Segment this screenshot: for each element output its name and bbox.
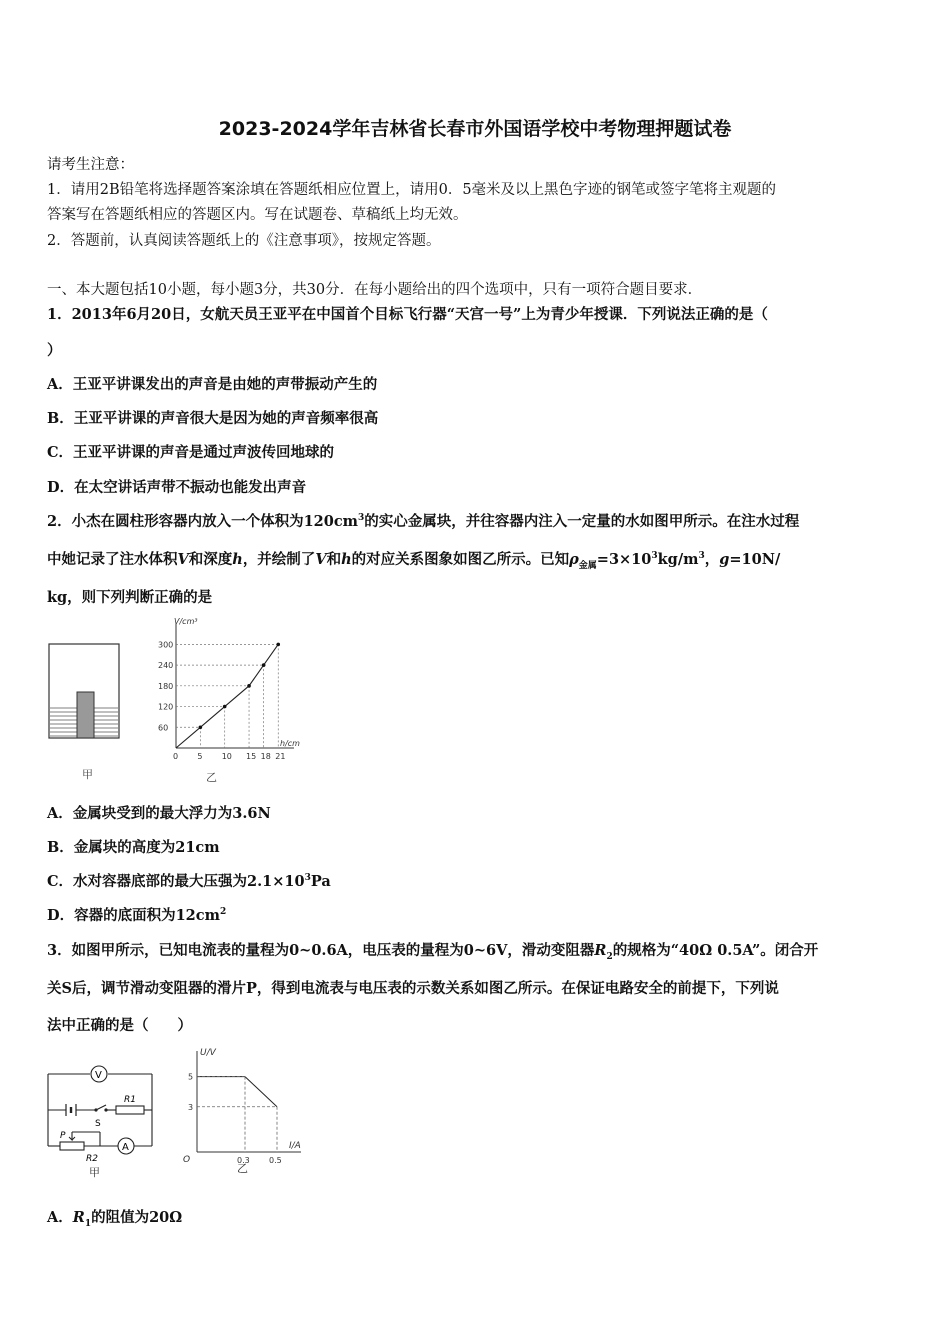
voltmeter-label: V	[95, 1070, 102, 1081]
q2-sup-3: 3	[651, 551, 658, 562]
q2-var-g: g	[719, 551, 730, 568]
y-tick-label: 300	[158, 640, 174, 650]
q3-ui-chart	[175, 1040, 315, 1180]
y-tick-label: 60	[158, 723, 169, 733]
q3-var-r: R	[594, 942, 607, 959]
origin-label: O	[183, 1155, 191, 1165]
q3-option-a-var: R	[72, 1209, 85, 1226]
ammeter	[118, 1138, 134, 1154]
x-tick-label: 18	[260, 752, 271, 761]
figure-label-yi: 乙	[206, 771, 217, 784]
y-axis-label: V/cm³	[174, 617, 198, 626]
q2-stem-line-3: kg，则下列判断正确的是	[47, 589, 213, 606]
data-line	[245, 1077, 277, 1107]
voltmeter	[91, 1066, 107, 1082]
q2-figure-container	[44, 638, 124, 786]
q3-stem-line-2: 关S后，调节滑动变阻器的滑片P，得到电流表与电压表的示数关系如图乙所示。在保证电路安全的前提下，下列说	[47, 980, 779, 997]
q2-text: 的对应关系图象如图乙所示。已知	[351, 551, 570, 568]
data-point	[276, 643, 280, 647]
q3-sub: 2	[606, 951, 613, 962]
q2-option-d-sup: 2	[219, 907, 227, 918]
q2-option-c-sup: 3	[304, 873, 311, 884]
metal-block	[77, 692, 94, 738]
q3-circuit-diagram	[42, 1060, 160, 1182]
x-tick-label: 10	[221, 752, 232, 761]
battery	[66, 1104, 76, 1116]
notice-line-2: 2．答题前，认真阅读答题纸上的《注意事项》，按规定答题。	[47, 233, 441, 249]
figure-label-jia: 甲	[82, 768, 93, 781]
q3-option-a-sub: 1	[84, 1218, 92, 1229]
switch	[94, 1105, 107, 1129]
q2-option-d-text: D．容器的底面积为12cm	[47, 907, 220, 924]
q1-option-c: C．王亚平讲课的声音是通过声波传回地球的	[47, 444, 335, 461]
q2-var-h: h	[232, 551, 243, 568]
r2-label: R2	[86, 1154, 98, 1164]
q2-vh-chart	[150, 615, 310, 787]
q1-option-d: D．在太空讲话声带不振动也能发出声音	[47, 479, 307, 496]
q1-option-a: A．王亚平讲课发出的声音是由她的声带振动产生的	[47, 376, 378, 393]
q2-text: ，并绘制了	[242, 551, 316, 568]
q2-var-v: V	[315, 551, 327, 568]
q2-rho-sub: 金属	[578, 560, 597, 571]
q2-text: ，	[704, 551, 720, 568]
q3-option-a	[47, 1206, 182, 1229]
rheostat-r2	[60, 1131, 98, 1164]
data-point	[223, 705, 227, 709]
ammeter-label: A	[122, 1142, 129, 1153]
x-tick-label: 0.3	[237, 1156, 250, 1165]
q1-stem-end: ）	[47, 342, 62, 359]
notice-line-1b: 答案写在答题纸相应的答题区内。写在试题卷、草稿纸上均无效。	[47, 207, 468, 223]
y-tick-label: 5	[188, 1072, 194, 1082]
q2-text: =10N/	[729, 551, 781, 568]
q2-rho: ρ	[569, 551, 579, 568]
x-tick-label: 21	[275, 752, 286, 761]
q2-option-b: B．金属块的高度为21cm	[47, 839, 220, 856]
q3-text: 的规格为“40Ω 0.5A”。闭合开	[612, 942, 819, 959]
q3-option-a-prefix: A．	[47, 1209, 73, 1226]
y-axis-label: U/V	[200, 1048, 216, 1058]
q3-option-a-text: 的阻值为20Ω	[91, 1209, 183, 1226]
x-tick-label: 5	[197, 752, 203, 761]
x-axis-label: I/A	[289, 1141, 301, 1151]
q1-option-b: B．王亚平讲课的声音很大是因为她的声音频率很高	[47, 410, 379, 427]
x-tick-label: 15	[246, 752, 257, 761]
q2-stem-1a: 2．小杰在圆柱形容器内放入一个体积为120cm	[47, 513, 359, 530]
circuit-label-jia: 甲	[89, 1166, 100, 1179]
q2-option-d	[47, 904, 226, 925]
q2-var-v: V	[177, 551, 189, 568]
q2-text: kg/m	[657, 551, 699, 568]
y-tick-label: 240	[158, 661, 174, 671]
q2-option-a: A．金属块受到的最大浮力为3.6N	[47, 805, 271, 822]
data-point	[262, 663, 266, 667]
q2-option-c-text: C．水对容器底部的最大压强为2.1×10	[47, 873, 305, 890]
q2-stem-line-2	[47, 548, 780, 571]
r1-label: R1	[124, 1095, 136, 1105]
page-title: 2023-2024学年吉林省长春市外国语学校中考物理押题试卷	[218, 118, 732, 140]
chart-layer	[158, 617, 300, 761]
q2-text: 和深度	[188, 551, 233, 568]
data-line	[176, 644, 278, 748]
chart-layer	[183, 1048, 301, 1175]
x-axis-label: h/cm	[280, 739, 300, 748]
q3-stem-line-1	[47, 939, 818, 962]
switch-label: S	[95, 1119, 101, 1129]
q2-sup-3: 3	[358, 513, 365, 524]
data-point	[199, 725, 203, 729]
q2-text: 中她记录了注水体积	[47, 551, 178, 568]
data-point	[247, 684, 251, 688]
y-tick-label: 3	[188, 1102, 194, 1112]
x-tick-label: 0	[173, 752, 179, 761]
y-tick-label: 180	[158, 681, 174, 691]
q1-stem: 1．2013年6月20日，女航天员王亚平在中国首个目标飞行器“天宫一号”上为青少年授课．下列说法正确的是（	[47, 306, 768, 323]
y-tick-label: 120	[158, 702, 174, 712]
section-heading: 一、本大题包括10小题，每小题3分，共30分．在每小题给出的四个选项中，只有一项符合题目要求．	[47, 282, 703, 298]
q2-var-h: h	[341, 551, 352, 568]
resistor-r1	[116, 1095, 144, 1114]
q2-sup-3: 3	[698, 551, 705, 562]
notice-line-1: 1．请用2B铅笔将选择题答案涂填在答题纸相应位置上，请用0．5毫米及以上黑色字迹的钢笔或签字笔将主观题的	[47, 182, 777, 198]
q3-text: 3．如图甲所示，已知电流表的量程为0~0.6A，电压表的量程为0~6V，滑动变阻器	[47, 942, 595, 959]
q2-stem-1b: 的实心金属块，并往容器内注入一定量的水如图甲所示。在注水过程	[364, 513, 800, 530]
q2-text: 和	[326, 551, 342, 568]
q2-stem-line-1	[47, 510, 799, 531]
slider-label: P	[60, 1131, 66, 1141]
q3-stem-line-3: 法中正确的是（ ）	[47, 1017, 192, 1034]
x-tick-label: 0.5	[269, 1156, 282, 1165]
q2-option-c-unit: Pa	[310, 873, 331, 890]
q2-text: =3×10	[596, 551, 652, 568]
notice-heading: 请考生注意：	[47, 157, 134, 173]
q2-option-c	[47, 870, 331, 891]
figure-label-yi: 乙	[237, 1162, 248, 1175]
